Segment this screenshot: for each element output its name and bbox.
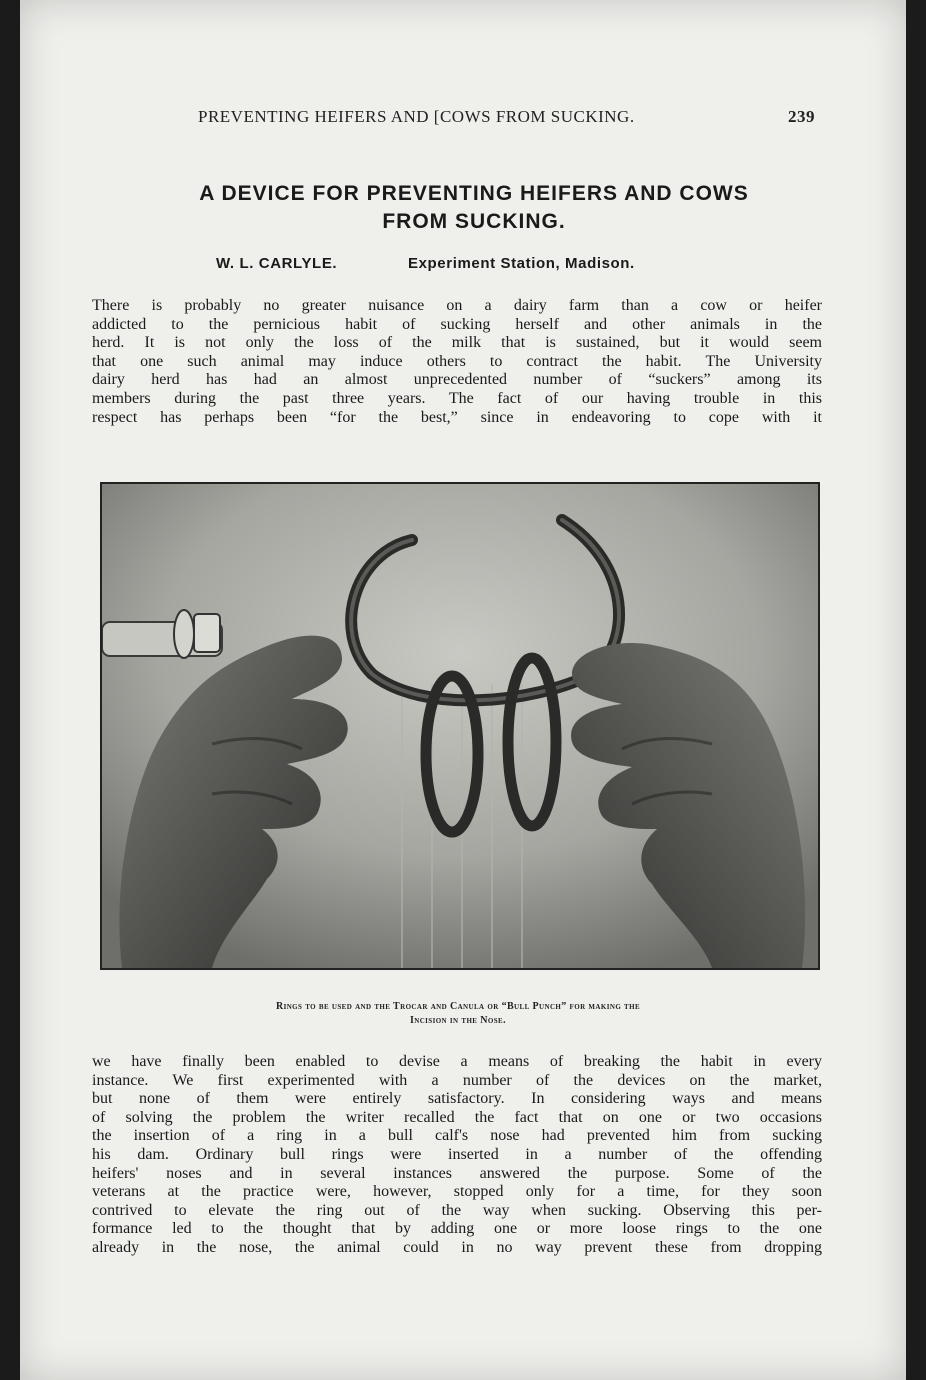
paragraph-line: herd. It is not only the loss of the milk that is sustained, but it would seem	[92, 334, 822, 352]
photo-figure	[100, 482, 820, 970]
page-number: 239	[788, 107, 815, 126]
paragraph-line: formance led to the thought that by adding one or more loose rings to the one	[92, 1220, 822, 1238]
paragraph-line: heifers' noses and in several instances answered the purpose. Some of the	[92, 1164, 822, 1182]
paragraph-line: dairy herd has had an almost unprecedented number of “suckers” among its	[92, 371, 822, 389]
paragraph-line: his dam. Ordinary bull rings were inserted in a number of the offending	[92, 1145, 822, 1163]
figure-caption	[100, 1000, 816, 1028]
paragraph-line: instance. We first experimented with a number of the devices on the market,	[92, 1071, 822, 1089]
paragraph-line: already in the nose, the animal could in no way prevent these from dropping	[92, 1238, 822, 1256]
paragraph-line: of solving the problem the writer recalled the fact that on one or two occasions	[92, 1108, 822, 1126]
paragraph-line: members during the past three years. The fact of our having trouble in this	[92, 389, 822, 407]
article-title-line-2: FROM SUCKING.	[382, 210, 566, 233]
photo-hands-holding-rings	[102, 484, 818, 968]
book-page	[20, 0, 906, 1380]
author-affiliation: Experiment Station, Madison.	[408, 255, 635, 272]
author-name: W. L. CARLYLE.	[216, 255, 338, 272]
paragraph-line: but none of them were entirely satisfactory. In considering ways and means	[92, 1090, 822, 1108]
paragraph-line: the insertion of a ring in a bull calf's nose had prevented him from sucking	[92, 1127, 822, 1145]
paragraph-line: There is probably no greater nuisance on a dairy farm than a cow or heifer	[92, 297, 822, 314]
article-title	[110, 180, 838, 236]
paragraph-line: contrived to elevate the ring out of the way when sucking. Observing this per-	[92, 1201, 822, 1219]
paragraph-line: respect has perhaps been “for the best,” since in endeavoring to cope with it	[92, 408, 822, 426]
paragraph-line: that one such animal may induce others to contract the habit. The University	[92, 352, 822, 370]
paragraph-1	[92, 297, 822, 427]
caption-line-1: Rings to be used and the Trocar and Canula or “Bull Punch” for making the	[275, 1001, 641, 1012]
paragraph-2	[92, 1053, 822, 1258]
article-title-line-1: A DEVICE FOR PREVENTING HEIFERS AND COWS	[199, 182, 749, 205]
running-head	[20, 107, 906, 131]
running-head-title: PREVENTING HEIFERS AND [COWS FROM SUCKING.	[198, 107, 635, 126]
paragraph-line: veterans at the practice were, however, stopped only for a time, for they soon	[92, 1183, 822, 1201]
caption-line-2: Incision in the Nose.	[409, 1015, 507, 1026]
paragraph-line: addicted to the pernicious habit of sucking herself and other animals in the	[92, 315, 822, 333]
paragraph-line: we have finally been enabled to devise a means of breaking the habit in every	[92, 1053, 822, 1070]
